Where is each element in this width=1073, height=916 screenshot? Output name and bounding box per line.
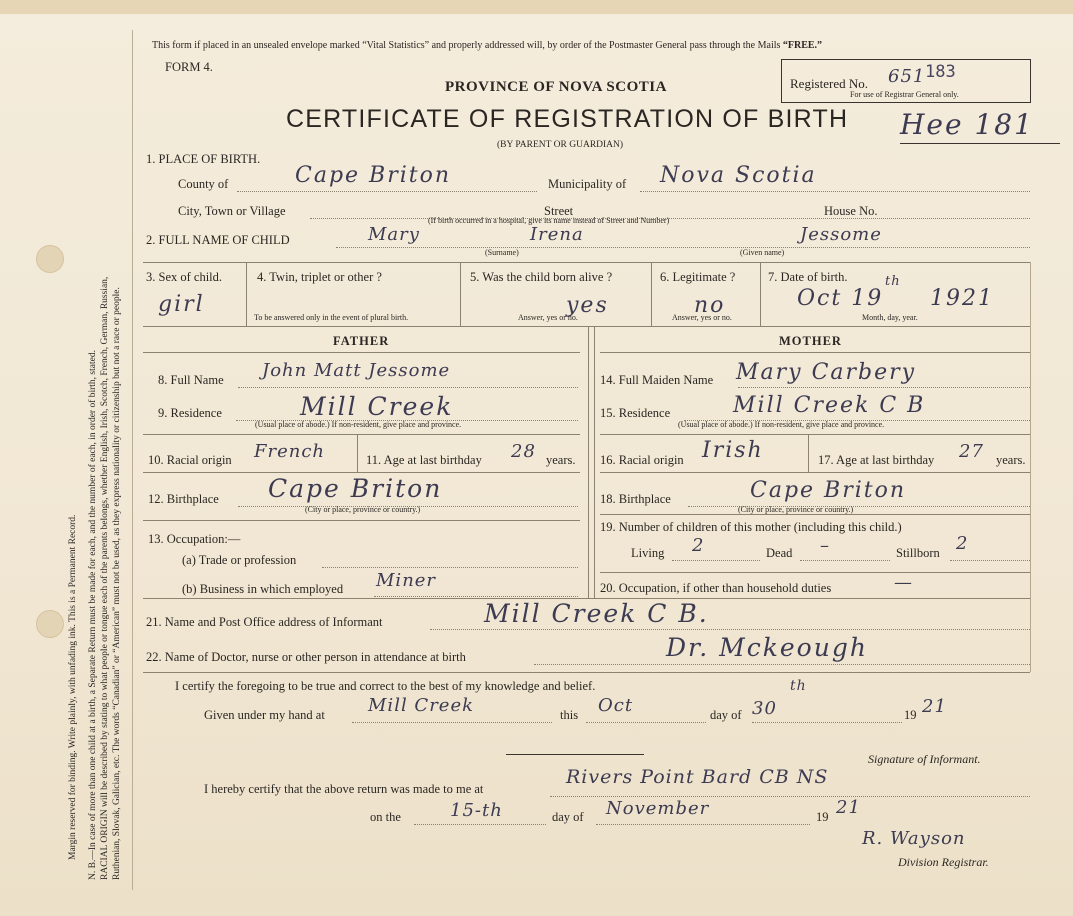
- registered-stamp: 183: [925, 62, 956, 82]
- file-reference-underline: [900, 143, 1060, 144]
- given-place-line: [352, 722, 552, 723]
- father-rule-2: [143, 472, 580, 473]
- doctor-line: [534, 664, 1030, 665]
- row-divider-3: [651, 262, 652, 326]
- county-line: [237, 191, 537, 192]
- this-label: this: [560, 708, 579, 722]
- father-business-label: (b) Business in which employed: [182, 582, 344, 596]
- father-trade-line: [322, 567, 578, 568]
- form-number: FORM 4.: [165, 60, 213, 74]
- stillborn-line: [950, 560, 1030, 561]
- dead-value: –: [820, 535, 830, 556]
- sex-value: girl: [158, 292, 205, 317]
- father-name-line: [238, 387, 578, 388]
- punch-hole-bottom: [36, 610, 64, 638]
- informant-value: Mill Creek C B.: [484, 599, 709, 628]
- row-divider-2: [460, 262, 461, 326]
- right-border-rule: [1030, 262, 1031, 672]
- father-name-value: John Matt Jessome: [262, 360, 451, 381]
- father-birthplace-note: (City or place, province or country.): [305, 505, 421, 514]
- legitimate-note: Answer, yes or no.: [672, 313, 732, 322]
- surname-note: (Surname): [485, 248, 519, 257]
- father-residence-note: (Usual place of abode.) If non-resident, give place and province.: [255, 420, 462, 429]
- city-label: City, Town or Village: [178, 204, 286, 218]
- father-birthplace-label: 12. Birthplace: [148, 492, 219, 506]
- street-note: (If birth occurred in a hospital, give its name instead of Street and Number): [428, 216, 670, 225]
- father-age-value: 28: [511, 441, 536, 462]
- registered-label: Registered No.: [790, 76, 868, 91]
- doctor-bottom-rule: [143, 672, 1030, 673]
- margin-instruction-3: RACIAL ORIGIN will be described by stating to what people or tongue each of the parents belongs, whether English, Irish, Scotch, French, German, Russian,: [100, 276, 110, 880]
- child-name-line: [336, 247, 1030, 248]
- mother-children-label: 19. Number of children of this mother (including this child.): [600, 520, 902, 534]
- registrar-role-label: Division Registrar.: [898, 855, 989, 869]
- mother-name-line: [738, 387, 1030, 388]
- this-value: Oct: [598, 695, 634, 716]
- page-title: CERTIFICATE OF REGISTRATION OF BIRTH: [286, 105, 849, 133]
- mother-age-label: 17. Age at last birthday: [818, 453, 935, 467]
- mother-name-label: 14. Full Maiden Name: [600, 373, 714, 387]
- street-label: Street: [544, 204, 574, 218]
- mail-notice-free: “FREE.”: [782, 40, 823, 51]
- mother-name-value: Mary Carbery: [736, 360, 917, 385]
- municipality-line: [640, 191, 1030, 192]
- day-line: [752, 722, 902, 723]
- this-line: [586, 722, 706, 723]
- registrar-place-line: [550, 796, 1030, 797]
- father-business-line: [374, 596, 578, 597]
- dead-label: Dead: [766, 546, 793, 560]
- twin-note: To be answered only in the event of plural birth.: [254, 313, 409, 322]
- doctor-label: 22. Name of Doctor, nurse or other person in attendance at birth: [146, 650, 466, 664]
- row-divider-1: [246, 262, 247, 326]
- row-divider-4: [760, 262, 761, 326]
- given-year-value: 21: [922, 696, 947, 717]
- binding-margin-rule: [132, 30, 133, 890]
- father-racial-label: 10. Racial origin: [148, 453, 232, 467]
- place-of-birth-label: 1. PLACE OF BIRTH.: [146, 152, 261, 166]
- day-of-label: day of: [710, 708, 742, 722]
- twin-label: 4. Twin, triplet or other ?: [257, 270, 382, 284]
- dob-suffix: th: [885, 274, 901, 289]
- informant-line: [430, 629, 1030, 630]
- given-name-note: (Given name): [740, 248, 785, 257]
- dob-year: 1921: [930, 286, 994, 311]
- province-heading: PROVINCE OF NOVA SCOTIA: [445, 79, 667, 95]
- father-name-label: 8. Full Name: [158, 373, 224, 387]
- registrar-statement: I hereby certify that the above return was made to me at: [204, 782, 484, 796]
- county-value: Cape Briton: [295, 163, 452, 188]
- legitimate-value: no: [694, 293, 726, 318]
- sex-label: 3. Sex of child.: [146, 270, 223, 284]
- mother-rule-2: [600, 472, 1030, 473]
- registrar-year-prefix: 19: [816, 810, 829, 824]
- on-the-line: [414, 824, 546, 825]
- mother-occupation-label: 20. Occupation, if other than household duties: [600, 581, 832, 595]
- stillborn-label: Stillborn: [896, 546, 940, 560]
- parents-divider: [588, 326, 589, 598]
- municipality-value: Nova Scotia: [660, 163, 817, 188]
- margin-instruction-4: Ruthenian, Slovak, Galician, etc. The words “Canadian” or “American” must not be used, as they express nationality or citizenship but not a race or people.: [112, 287, 122, 880]
- father-heading-rule: [143, 352, 580, 353]
- mother-age-value: 27: [959, 441, 984, 462]
- parents-divider-2: [594, 326, 595, 598]
- registrar-month-line: [596, 824, 810, 825]
- father-business-value: Miner: [376, 570, 437, 591]
- father-age-unit: years.: [546, 453, 576, 467]
- father-age-label: 11. Age at last birthday: [366, 453, 482, 467]
- registered-number: 651: [888, 66, 926, 87]
- dob-note: Month, day, year.: [862, 313, 918, 322]
- registrar-day-of-label: day of: [552, 810, 584, 824]
- mother-residence-value: Mill Creek C B: [733, 393, 926, 418]
- mother-racial-label: 16. Racial origin: [600, 453, 684, 467]
- on-the-value: 15-th: [450, 800, 503, 821]
- father-occupation-label: 13. Occupation:—: [148, 532, 241, 546]
- day-suffix: th: [790, 678, 807, 694]
- registrar-place-value: Rivers Point Bard CB NS: [566, 766, 829, 788]
- mother-heading-rule: [600, 352, 1030, 353]
- house-number-label: House No.: [824, 204, 878, 218]
- given-year-prefix: 19: [904, 708, 917, 722]
- given-under-label: Given under my hand at: [204, 708, 325, 722]
- alive-value: yes: [566, 293, 609, 318]
- child-name-label: 2. FULL NAME OF CHILD: [146, 233, 290, 247]
- row-bottom-rule: [143, 326, 1030, 327]
- mail-notice: [152, 40, 822, 51]
- father-racial-value: French: [254, 441, 326, 462]
- living-label: Living: [631, 546, 665, 560]
- mother-residence-note: (Usual place of abode.) If non-resident, give place and province.: [678, 420, 885, 429]
- mother-birthplace-label: 18. Birthplace: [600, 492, 671, 506]
- legitimate-label: 6. Legitimate ?: [660, 270, 736, 284]
- mother-heading: MOTHER: [779, 334, 842, 348]
- registrar-month-value: November: [606, 798, 710, 819]
- father-heading: FATHER: [333, 334, 390, 348]
- living-value: 2: [692, 535, 705, 556]
- alive-note: Answer, yes or no.: [518, 313, 578, 322]
- father-age-divider: [357, 434, 358, 472]
- registrar-note: For use of Registrar General only.: [850, 90, 959, 99]
- registrar-signature: R. Wayson: [862, 828, 966, 849]
- child-surname-value: Mary: [368, 224, 420, 245]
- mother-birthplace-value: Cape Briton: [750, 478, 907, 503]
- child-given-value: Jessome: [800, 224, 882, 245]
- mother-age-divider: [808, 434, 809, 472]
- mother-occupation-value: —: [894, 572, 913, 593]
- father-trade-label: (a) Trade or profession: [182, 553, 297, 567]
- mother-age-unit: years.: [996, 453, 1026, 467]
- page-subtitle: (BY PARENT OR GUARDIAN): [497, 140, 624, 150]
- on-the-label: on the: [370, 810, 401, 824]
- mail-notice-text: This form if placed in an unsealed envelope marked “Vital Statistics” and properly addressed will, by order of the Postmaster General pass through the Mails: [152, 40, 783, 51]
- paper-top-edge: [0, 0, 1073, 14]
- given-place-value: Mill Creek: [368, 695, 475, 716]
- city-line: [310, 218, 1030, 219]
- child-middle-value: Irena: [530, 224, 584, 245]
- dead-line: [800, 560, 890, 561]
- mother-birthplace-note: (City or place, province or country.): [738, 505, 854, 514]
- row-top-rule: [143, 262, 1030, 263]
- county-label: County of: [178, 177, 229, 191]
- living-line: [672, 560, 760, 561]
- mother-racial-value: Irish: [702, 438, 764, 463]
- father-residence-value: Mill Creek: [300, 392, 454, 421]
- informant-signature-label: Signature of Informant.: [868, 752, 981, 766]
- father-rule-3: [143, 520, 580, 521]
- alive-label: 5. Was the child born alive ?: [470, 270, 613, 284]
- file-reference: Hee 181: [900, 108, 1034, 141]
- dob-label: 7. Date of birth.: [768, 270, 848, 284]
- dob-value: Oct 19: [797, 286, 884, 311]
- day-value: 30: [752, 698, 777, 719]
- municipality-label: Municipality of: [548, 177, 627, 191]
- margin-instruction-1: Margin reserved for binding. Write plainly, with unfading ink. This is a Permanent Record.: [68, 514, 78, 860]
- mother-residence-label: 15. Residence: [600, 406, 671, 420]
- mother-rule-1: [600, 434, 1030, 435]
- margin-instruction-2: N. B.—In case of more than one child at a birth, a Separate Return must be made for each, and the number of each, in order of birth, stated.: [88, 350, 98, 880]
- punch-hole-top: [36, 245, 64, 273]
- father-rule-1: [143, 434, 580, 435]
- father-residence-label: 9. Residence: [158, 406, 222, 420]
- mother-rule-3: [600, 514, 1030, 515]
- certify-statement: I certify the foregoing to be true and correct to the best of my knowledge and belief.: [175, 679, 596, 693]
- stillborn-value: 2: [956, 533, 969, 554]
- informant-label: 21. Name and Post Office address of Informant: [146, 615, 383, 629]
- father-birthplace-value: Cape Briton: [268, 474, 443, 503]
- registrar-year-value: 21: [836, 797, 861, 818]
- doctor-value: Dr. Mckeough: [666, 633, 868, 662]
- informant-signature-line: [506, 754, 644, 755]
- mother-rule-4: [600, 572, 1030, 573]
